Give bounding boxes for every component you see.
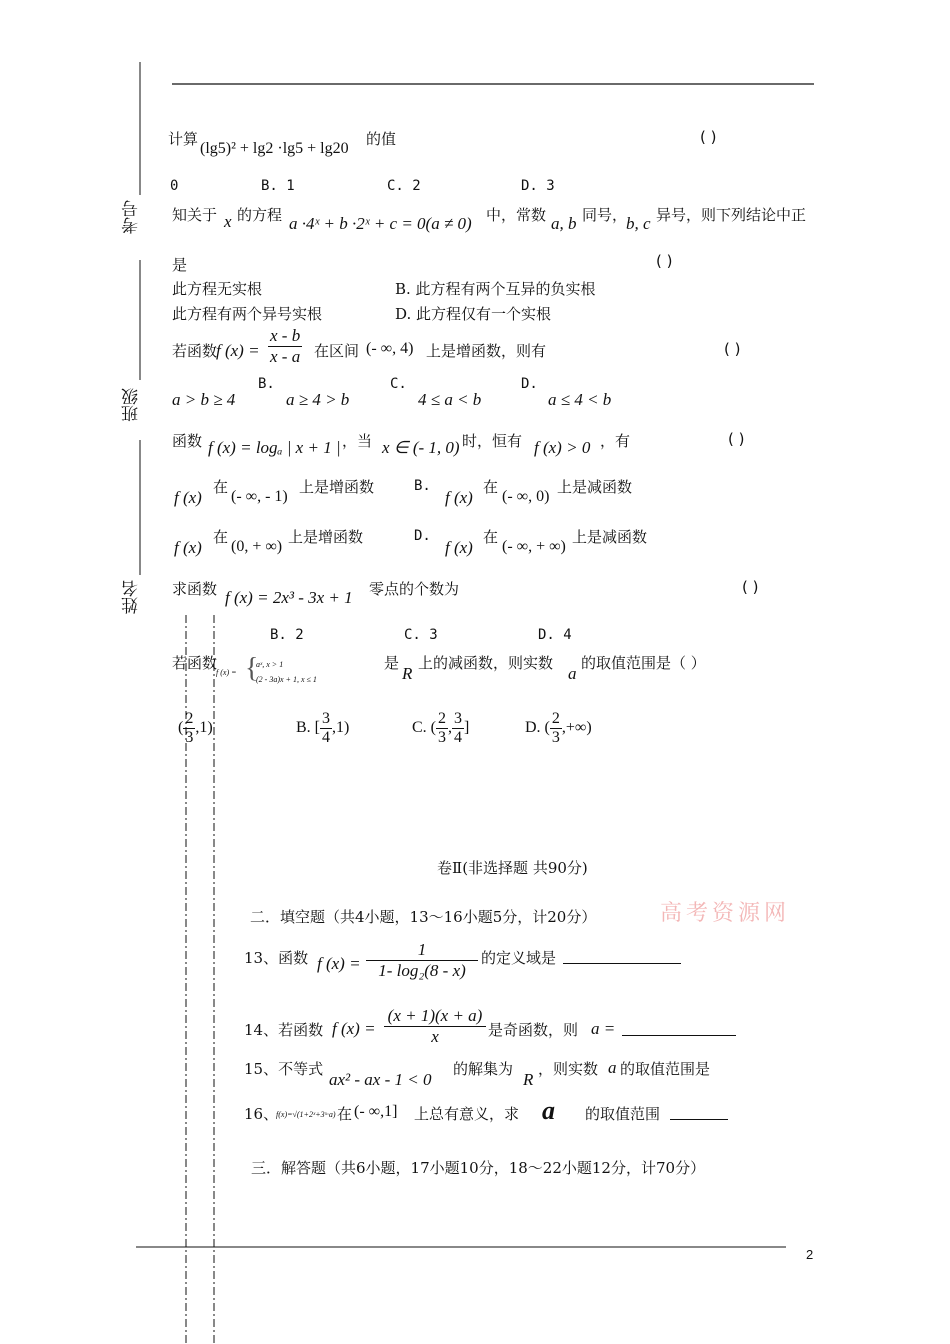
q4-a-f: f (x) (174, 488, 202, 507)
q16-label: 16、 (244, 1105, 279, 1123)
q5-prefix: 求函数 (172, 580, 218, 598)
q2-x: x (224, 212, 232, 231)
name-label: 姓名 (122, 580, 142, 614)
q4-d-f: f (x) (445, 538, 473, 557)
q5-suffix: 零点的个数为 (369, 580, 460, 598)
q15-mid: 的解集为 (453, 1060, 514, 1078)
q2-opt-b: B. 此方程有两个互异的负实根 (395, 280, 596, 298)
q4-b-in: 在 (483, 478, 499, 496)
q4-suffix: ，有 (600, 432, 631, 450)
page-number: 2 (806, 1247, 814, 1262)
q16-suffix: 的取值范围 (585, 1105, 661, 1123)
q15-a: a (608, 1058, 617, 1077)
q13-label: 13、函数 (244, 949, 309, 967)
q13-fx: f (x) = (317, 954, 361, 973)
q13-fraction (366, 940, 478, 981)
q6-brace: { (245, 653, 259, 684)
q16-mid2: 上总有意义，求 (414, 1105, 520, 1123)
q15-label: 15、不等式 (244, 1060, 324, 1078)
q2-prefix: 知关于 (172, 206, 218, 224)
q2-line2: 是 (172, 256, 188, 274)
q15-suffix: 的取值范围是 (620, 1060, 711, 1078)
q2-opt-a: 此方程无实根 (172, 280, 263, 298)
q3-interval: (- ∞, 4) (366, 340, 414, 357)
q6-a: a (568, 664, 577, 683)
q4-c-in: 在 (213, 528, 229, 546)
q3-denominator: x - a (270, 347, 301, 366)
q6-suffix: 的取值范围是（ ） (581, 654, 706, 672)
q15-expr: ax² - ax - 1 < 0 (329, 1070, 432, 1089)
section2-title: 卷Ⅱ(非选择题 共90分) (437, 859, 588, 877)
q14-suffix: 是奇函数，则 (488, 1021, 579, 1039)
q4-fx: f (x) = logₐ | x + 1 | (208, 438, 341, 457)
q6-prefix: 若函数 (172, 654, 218, 672)
q3-opt-a: a > b ≥ 4 (172, 390, 236, 409)
q1-answer-paren: ( ) (700, 128, 717, 146)
q4-b-f: f (x) (445, 488, 473, 507)
q14-label: 14、若函数 (244, 1021, 324, 1039)
q4-a-in: 在 (213, 478, 229, 496)
solve-header: 三．解答题（共6小题，17小题10分，18～22小题12分，计70分） (251, 1159, 706, 1177)
q14-a-eq: a = (591, 1019, 616, 1038)
q4-c-text: 上是增函数 (288, 528, 364, 546)
q4-d-interval: (- ∞, + ∞) (502, 538, 566, 555)
q5-opt-b: B. 2 (270, 627, 304, 643)
q3-answer-paren: ( ) (724, 340, 741, 358)
q6-mid: 是 (384, 654, 400, 672)
q16-answer-blank[interactable] (670, 1119, 728, 1120)
class-label: 班级 (122, 388, 142, 422)
q3-label-b: B. (258, 376, 275, 392)
q6-R: R (402, 664, 413, 683)
q16-function: f(x)=√(1+2ˣ+3ˣ·a) (276, 1110, 336, 1119)
q6-opt-b: B. [ $\frac{3}{4}$ ,1) (296, 710, 350, 746)
q6-piece1: aˣ, x > 1 (256, 660, 284, 669)
q1-opt-b: B. 1 (261, 178, 295, 194)
q2-opt-c: 此方程有两个异号实根 (172, 305, 323, 323)
q3-fraction (268, 326, 302, 367)
q5-expr: f (x) = 2x³ - 3x + 1 (225, 588, 353, 607)
q2-ab: a, b (551, 214, 577, 233)
q13-numerator: 1 (366, 940, 478, 961)
q4-ineq: f (x) > 0 (534, 438, 591, 457)
q5-opt-d: D. 4 (538, 627, 572, 643)
q4-label-d: D. (414, 528, 431, 544)
q1-suffix: 的值 (366, 130, 397, 148)
q5-opt-c: C. 3 (404, 627, 438, 643)
q1-prefix: 计算 (168, 130, 199, 148)
q2-mid1: 的方程 (237, 206, 283, 224)
q15-R: R (523, 1070, 534, 1089)
q3-prefix: 若函数 (172, 342, 218, 360)
q3-fx: f (x) = (216, 341, 260, 360)
q6-opt-a: ( $\frac{2}{3}$ ,1) (178, 710, 213, 746)
q14-fx: f (x) = (332, 1019, 376, 1038)
q3-opt-b: a ≥ 4 > b (286, 390, 350, 409)
q4-b-interval: (- ∞, 0) (502, 488, 550, 505)
q6-piece2: (2 - 3a)x + 1, x ≤ 1 (256, 675, 317, 684)
watermark: 高考资源网 (660, 901, 791, 926)
q14-denominator: x (431, 1027, 439, 1046)
q4-mid2: 时，恒有 (462, 432, 523, 450)
q4-a-interval: (- ∞, - 1) (231, 488, 288, 505)
q14-answer-blank[interactable] (622, 1035, 736, 1036)
q14-numerator: (x + 1)(x + a) (384, 1006, 486, 1027)
q2-mid2: 中，常数 (486, 206, 547, 224)
q1-opt-d: D. 3 (521, 178, 555, 194)
q4-answer-paren: ( ) (728, 430, 745, 448)
q3-label-c: C. (390, 376, 407, 392)
q4-d-in: 在 (483, 528, 499, 546)
q1-expr: (lg5)² + lg2 ·lg5 + lg20 (200, 140, 349, 157)
q3-numerator: x - b (270, 326, 301, 345)
q13-denominator: 1- log₂(8 - x) (378, 961, 466, 980)
q2-suffix: 异号，则下列结论中正 (656, 206, 807, 224)
q2-mid3: 同号， (582, 206, 628, 224)
q15-mid2: ，则实数 (538, 1060, 599, 1078)
q3-opt-d: a ≤ 4 < b (548, 390, 612, 409)
q4-c-f: f (x) (174, 538, 202, 557)
q2-opt-d: D. 此方程仅有一个实根 (395, 305, 552, 323)
q6-mid2: 上的减函数，则实数 (418, 654, 554, 672)
fill-blank-header: 二．填空题（共4小题，13～16小题5分，计20分） (250, 908, 597, 926)
q13-answer-blank[interactable] (563, 963, 681, 964)
q3-mid: 在区间 (314, 342, 360, 360)
q13-suffix: 的定义域是 (481, 949, 557, 967)
q1-opt-a: 0 (170, 178, 179, 194)
q4-label-b: B. (414, 478, 431, 494)
q6-fx: f (x) = (216, 668, 237, 677)
q4-mid1: ，当 (342, 432, 373, 450)
q1-opt-c: C. 2 (387, 178, 421, 194)
q2-answer-paren: ( ) (656, 252, 673, 270)
q5-answer-paren: ( ) (742, 578, 759, 596)
q4-b-text: 上是减函数 (557, 478, 633, 496)
q16-mid: 在 (337, 1105, 353, 1123)
q4-prefix: 函数 (172, 432, 203, 450)
q4-cond: x ∈ (- 1, 0) (382, 438, 460, 457)
q4-c-interval: (0, + ∞) (231, 538, 283, 555)
q4-a-text: 上是增函数 (299, 478, 375, 496)
exam-number-label: 考号 (122, 200, 142, 234)
q3-suffix: 上是增函数，则有 (426, 342, 547, 360)
q2-bc: b, c (626, 214, 651, 233)
q3-opt-c: 4 ≤ a < b (418, 390, 482, 409)
q6-opt-c: C. ( $\frac{2}{3}$ , $\frac{3}{4}$ ] (412, 710, 470, 746)
q16-interval: (- ∞,1] (354, 1103, 398, 1120)
q4-d-text: 上是减函数 (572, 528, 648, 546)
q2-equation: a ·4ˣ + b ·2ˣ + c = 0(a ≠ 0) (289, 214, 472, 233)
q14-fraction (384, 1006, 486, 1047)
q6-opt-d: D. ( $\frac{2}{3}$ ,+∞) (525, 710, 592, 746)
q16-a: a (542, 1096, 555, 1125)
q3-label-d: D. (521, 376, 538, 392)
